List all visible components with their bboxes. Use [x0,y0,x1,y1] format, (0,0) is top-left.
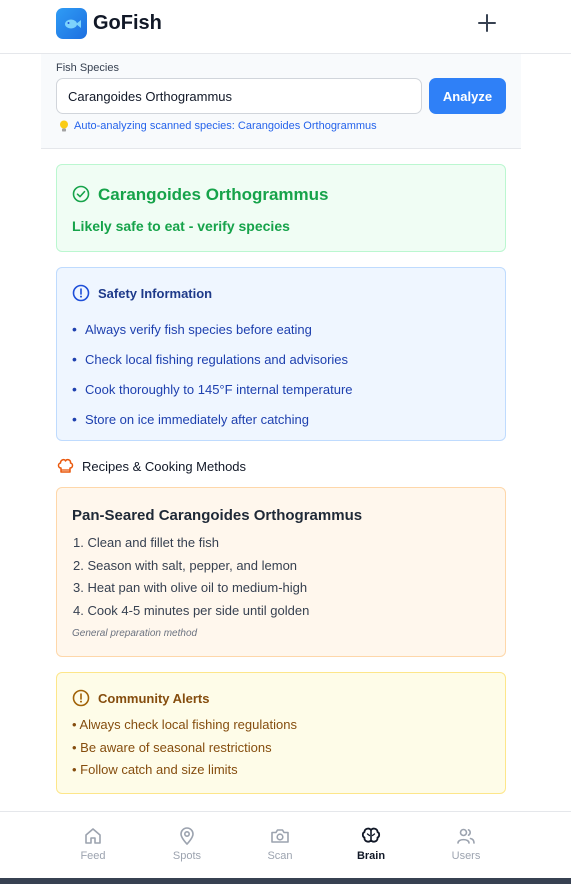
nav-brain-label: Brain [356,850,386,862]
safety-item: • Check local fishing regulations and advisories [72,351,349,367]
analyze-button[interactable]: Analyze [429,78,506,114]
lightbulb-icon [59,120,69,132]
safety-info-card [56,267,506,441]
result-card [56,164,506,252]
recipe-note: General preparation method [72,628,198,639]
app-title: GoFish [93,12,162,34]
brain-icon [361,826,381,846]
chef-hat-icon [57,458,74,474]
auto-analyze-text: Auto-analyzing scanned species: Carangoides Orthogrammus [74,120,377,132]
alert-item: • Follow catch and size limits [72,762,238,777]
warning-circle-icon [72,689,90,707]
alerts-title: Community Alerts [98,691,210,706]
check-circle-icon [72,185,90,203]
nav-feed-label: Feed [80,850,106,862]
app-header [0,0,571,54]
recipe-title: Pan-Seared Carangoides Orthogrammus [72,507,363,524]
species-field-label: Fish Species [56,62,119,74]
bottom-edge-bar [0,878,571,884]
nav-feed[interactable] [53,812,133,878]
nav-users[interactable] [426,812,506,878]
camera-icon [270,826,290,846]
map-pin-icon [177,826,197,846]
alert-item: • Always check local fishing regulations [72,717,297,732]
bottom-nav [0,811,571,877]
recipe-steps [73,532,309,622]
recipes-heading [57,458,246,474]
nav-spots-label: Spots [172,850,202,862]
recipe-card [56,487,506,657]
species-search-panel [41,54,521,149]
add-button[interactable] [474,10,500,36]
result-species-title: Carangoides Orthogrammus [98,185,329,204]
plus-icon [478,14,496,32]
recipe-step: 2. Season with salt, pepper, and lemon [73,557,298,573]
nav-scan-label: Scan [267,850,293,862]
community-alerts-card [56,672,506,794]
safety-item: • Store on ice immediately after catching [72,411,309,427]
nav-brain[interactable] [331,812,411,878]
app-logo [56,8,87,39]
nav-spots[interactable] [147,812,227,878]
recipes-heading-text: Recipes & Cooking Methods [82,458,247,474]
nav-scan[interactable] [240,812,320,878]
safety-list [72,314,353,434]
safety-item: • Cook thoroughly to 145°F internal temperature [72,381,353,397]
safety-title: Safety Information [98,286,213,301]
fish-icon [63,17,81,31]
alerts-list [72,714,297,782]
recipe-step: 1. Clean and fillet the fish [73,535,219,550]
auto-analyze-note [59,120,377,132]
home-icon [83,826,103,846]
info-alert-icon [72,284,90,302]
recipe-step: 4. Cook 4-5 minutes per side until golden [73,602,310,618]
recipe-step: 3. Heat pan with olive oil to medium-high [73,580,308,595]
species-input[interactable] [56,78,422,114]
users-icon [456,826,476,846]
safety-item: • Always verify fish species before eating [72,321,312,337]
alert-item: • Be aware of seasonal restrictions [72,739,272,755]
result-verdict: Likely safe to eat - verify species [72,218,290,234]
nav-users-label: Users [451,850,481,862]
